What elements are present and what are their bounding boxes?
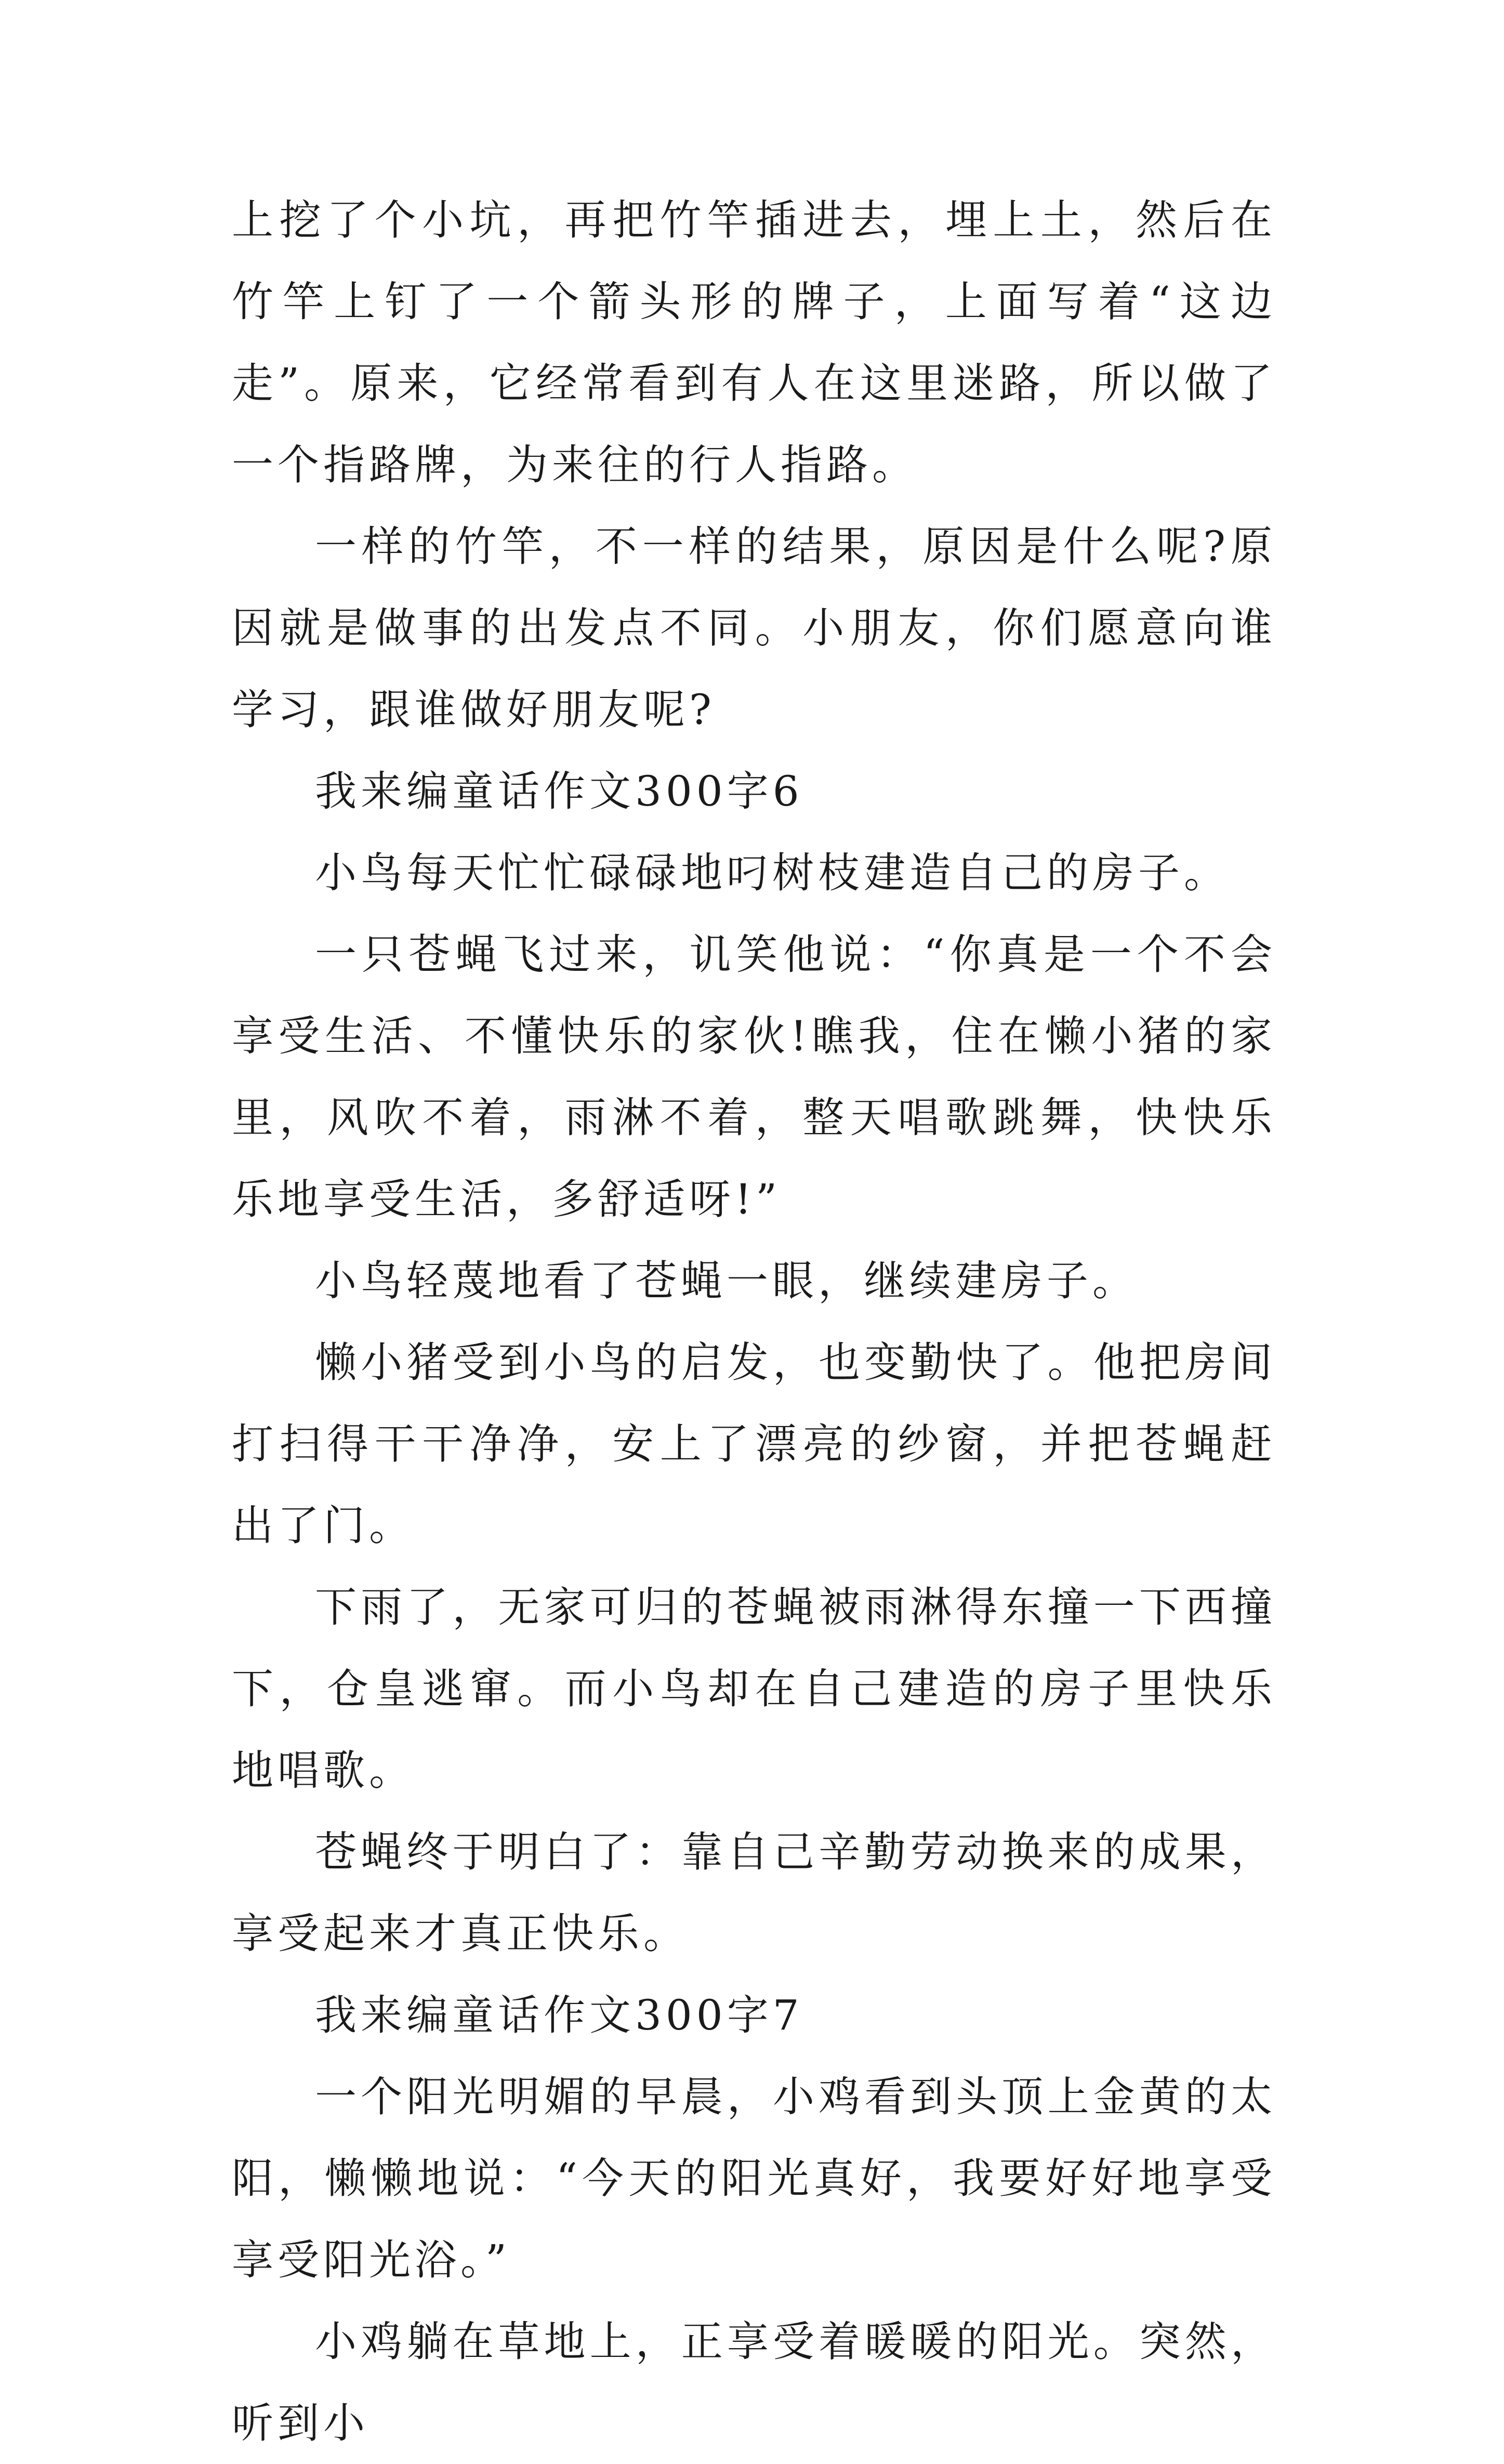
paragraph-3: 小鸟每天忙忙碌碌地叼树枝建造自己的房子。 [315, 849, 1230, 897]
section-heading-7: 我来编童话作文300字7 [315, 1991, 803, 2039]
paragraph-10: 小鸡躺在草地上，正享受着暖暖的阳光。突然，听到小 [232, 2317, 1276, 2447]
paragraph-7: 下雨了，无家可归的苍蝇被雨淋得东撞一下西撞下，仓皇逃窜。而小鸟却在自己建造的房子里快乐地唱歌。 [232, 1583, 1276, 1795]
paragraph-6: 懒小猪受到小鸟的启发，也变勤快了。他把房间打扫得干干净净，安上了漂亮的纱窗，并把苍蝇赶出了门。 [232, 1338, 1276, 1550]
document-body [232, 179, 1276, 2464]
section-heading-6: 我来编童话作文300字6 [315, 767, 803, 815]
paragraph-1: 上挖了个小坑，再把竹竿插进去，埋上土，然后在竹竿上钉了一个箭头形的牌子，上面写着“这边走”。原来，它经常看到有人在这里迷路，所以做了一个指路牌，为来往的行人指路。 [232, 196, 1276, 489]
paragraph-5: 小鸟轻蔑地看了苍蝇一眼，继续建房子。 [315, 1257, 1138, 1305]
paragraph-4: 一只苍蝇飞过来，讥笑他说：“你真是一个不会享受生活、不懂快乐的家伙!瞧我，住在懒小猪的家里，风吹不着，雨淋不着，整天唱歌跳舞，快快乐乐地享受生活，多舒适呀!” [232, 930, 1276, 1223]
paragraph-2: 一样的竹竿，不一样的结果，原因是什么呢?原因就是做事的出发点不同。小朋友，你们愿意向谁学习，跟谁做好朋友呢? [232, 522, 1276, 734]
paragraph-8: 苍蝇终于明白了：靠自己辛勤劳动换来的成果，享受起来才真正快乐。 [232, 1828, 1276, 1958]
paragraph-9: 一个阳光明媚的早晨，小鸡看到头顶上金黄的太阳，懒懒地说：“今天的阳光真好，我要好好地享受享受阳光浴。” [232, 2073, 1276, 2284]
